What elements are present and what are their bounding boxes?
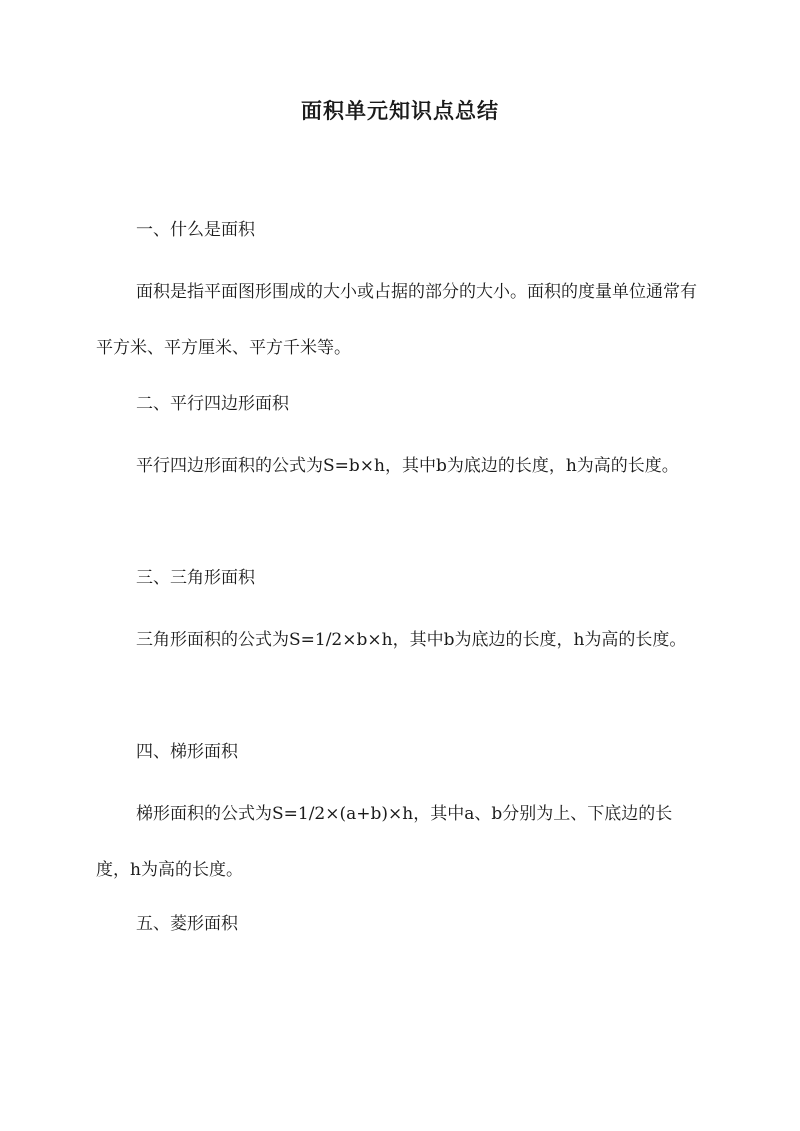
- document-title: 面积单元知识点总结: [301, 98, 499, 123]
- section-body-2: 平行四边形面积的公式为S=b×h，其中b为底边的长度，h为高的长度。: [136, 456, 679, 476]
- section-heading-5: 五、菱形面积: [136, 914, 238, 934]
- section-heading-2: 二、平行四边形面积: [136, 394, 289, 414]
- section-heading-1: 一、什么是面积: [136, 220, 255, 240]
- section-heading-3: 三、三角形面积: [136, 568, 255, 588]
- section-body-1: 面积是指平面图形围成的大小或占据的部分的大小。面积的度量单位通常有平方米、平方厘米、平方千米等。: [96, 282, 697, 358]
- section-heading-4: 四、梯形面积: [136, 742, 238, 762]
- section-body-3: 三角形面积的公式为S=1/2×b×h，其中b为底边的长度，h为高的长度。: [136, 630, 687, 650]
- section-body-4: 梯形面积的公式为S=1/2×(a+b)×h，其中a、b分别为上、下底边的长度，h为高的长度。: [96, 804, 673, 880]
